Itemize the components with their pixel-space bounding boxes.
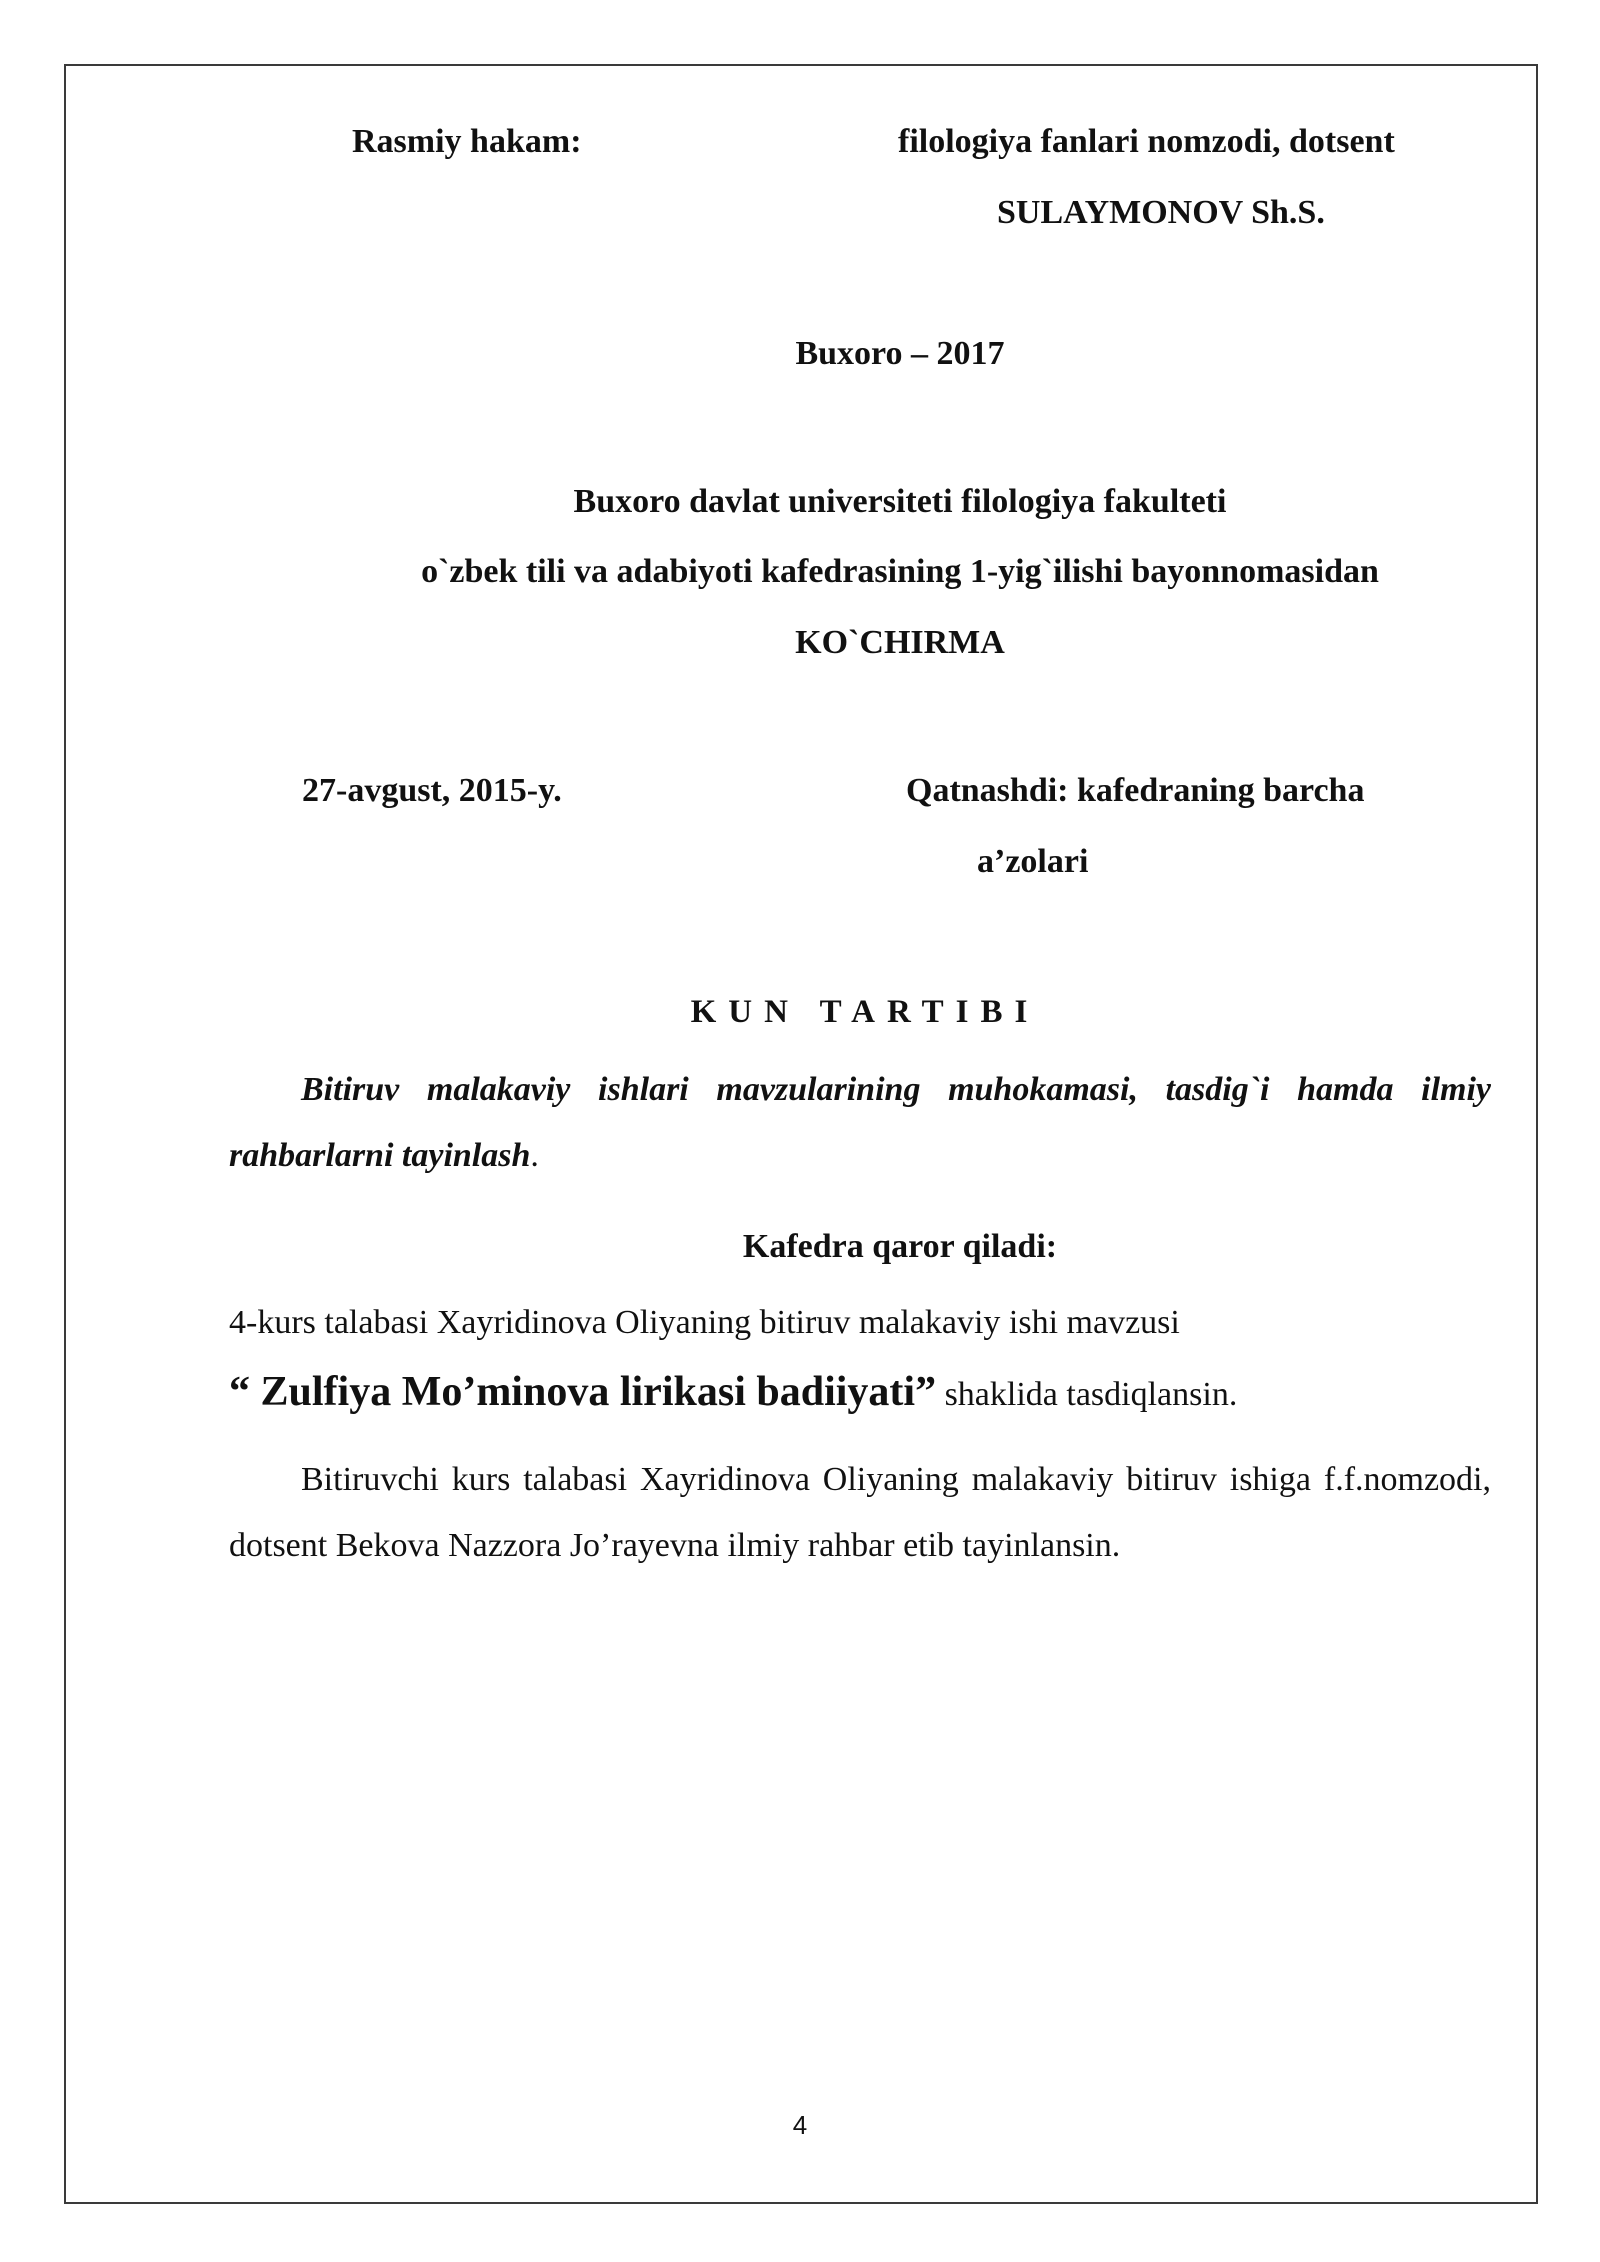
document-title: KO`CHIRMA [795, 624, 1005, 661]
place-year: Buxoro – 2017 [795, 335, 1005, 372]
attendance-line-1: Qatnashdi: kafedraning barcha [906, 772, 1365, 809]
thesis-topic: “ Zulfiya Mo’minova lirikasi badiiyati” [229, 1369, 937, 1415]
judge-title: filologiya fanlari nomzodi, dotsent [898, 123, 1395, 160]
supervisor-paragraph [229, 1447, 1491, 1579]
judge-label: Rasmiy hakam: [352, 123, 582, 160]
agenda-item: Bitiruv malakaviy ishlari mavzularining muhokamasi, tasdig`i hamda ilmiy rahbarlarni tayinlash [229, 1071, 1491, 1174]
agenda-text [229, 1057, 1491, 1189]
page-number: 4 [792, 2110, 808, 2140]
supervisor-text: Bitiruvchi kurs talabasi Xayridinova Oliyaning malakaviy bitiruv ishiga f.f.nomzodi, dotsent Bekova Nazzora Jo’rayevna ilmiy rahbar etib tayinlansin. [229, 1461, 1491, 1564]
decision-title: Kafedra qaror qiladi: [742, 1228, 1058, 1265]
meeting-date: 27-avgust, 2015-y. [302, 772, 562, 809]
agenda-end: . [530, 1137, 539, 1174]
heading-line-1: Buxoro davlat universiteti filologiya fakulteti [573, 483, 1227, 520]
attendance-line-2: a’zolari [977, 843, 1089, 880]
decision-line-1: 4-kurs talabasi Xayridinova Oliyaning bitiruv malakaviy ishi mavzusi [229, 1304, 1180, 1341]
judge-name: SULAYMONOV Sh.S. [997, 194, 1325, 231]
heading-line-2: o`zbek tili va adabiyoti kafedrasining 1-yig`ilishi bayonnomasidan [421, 553, 1379, 590]
agenda-title: KUN TARTIBI [690, 994, 1040, 1030]
thesis-topic-line [229, 1367, 1237, 1417]
thesis-topic-suffix: shaklida tasdiqlansin. [936, 1376, 1238, 1413]
